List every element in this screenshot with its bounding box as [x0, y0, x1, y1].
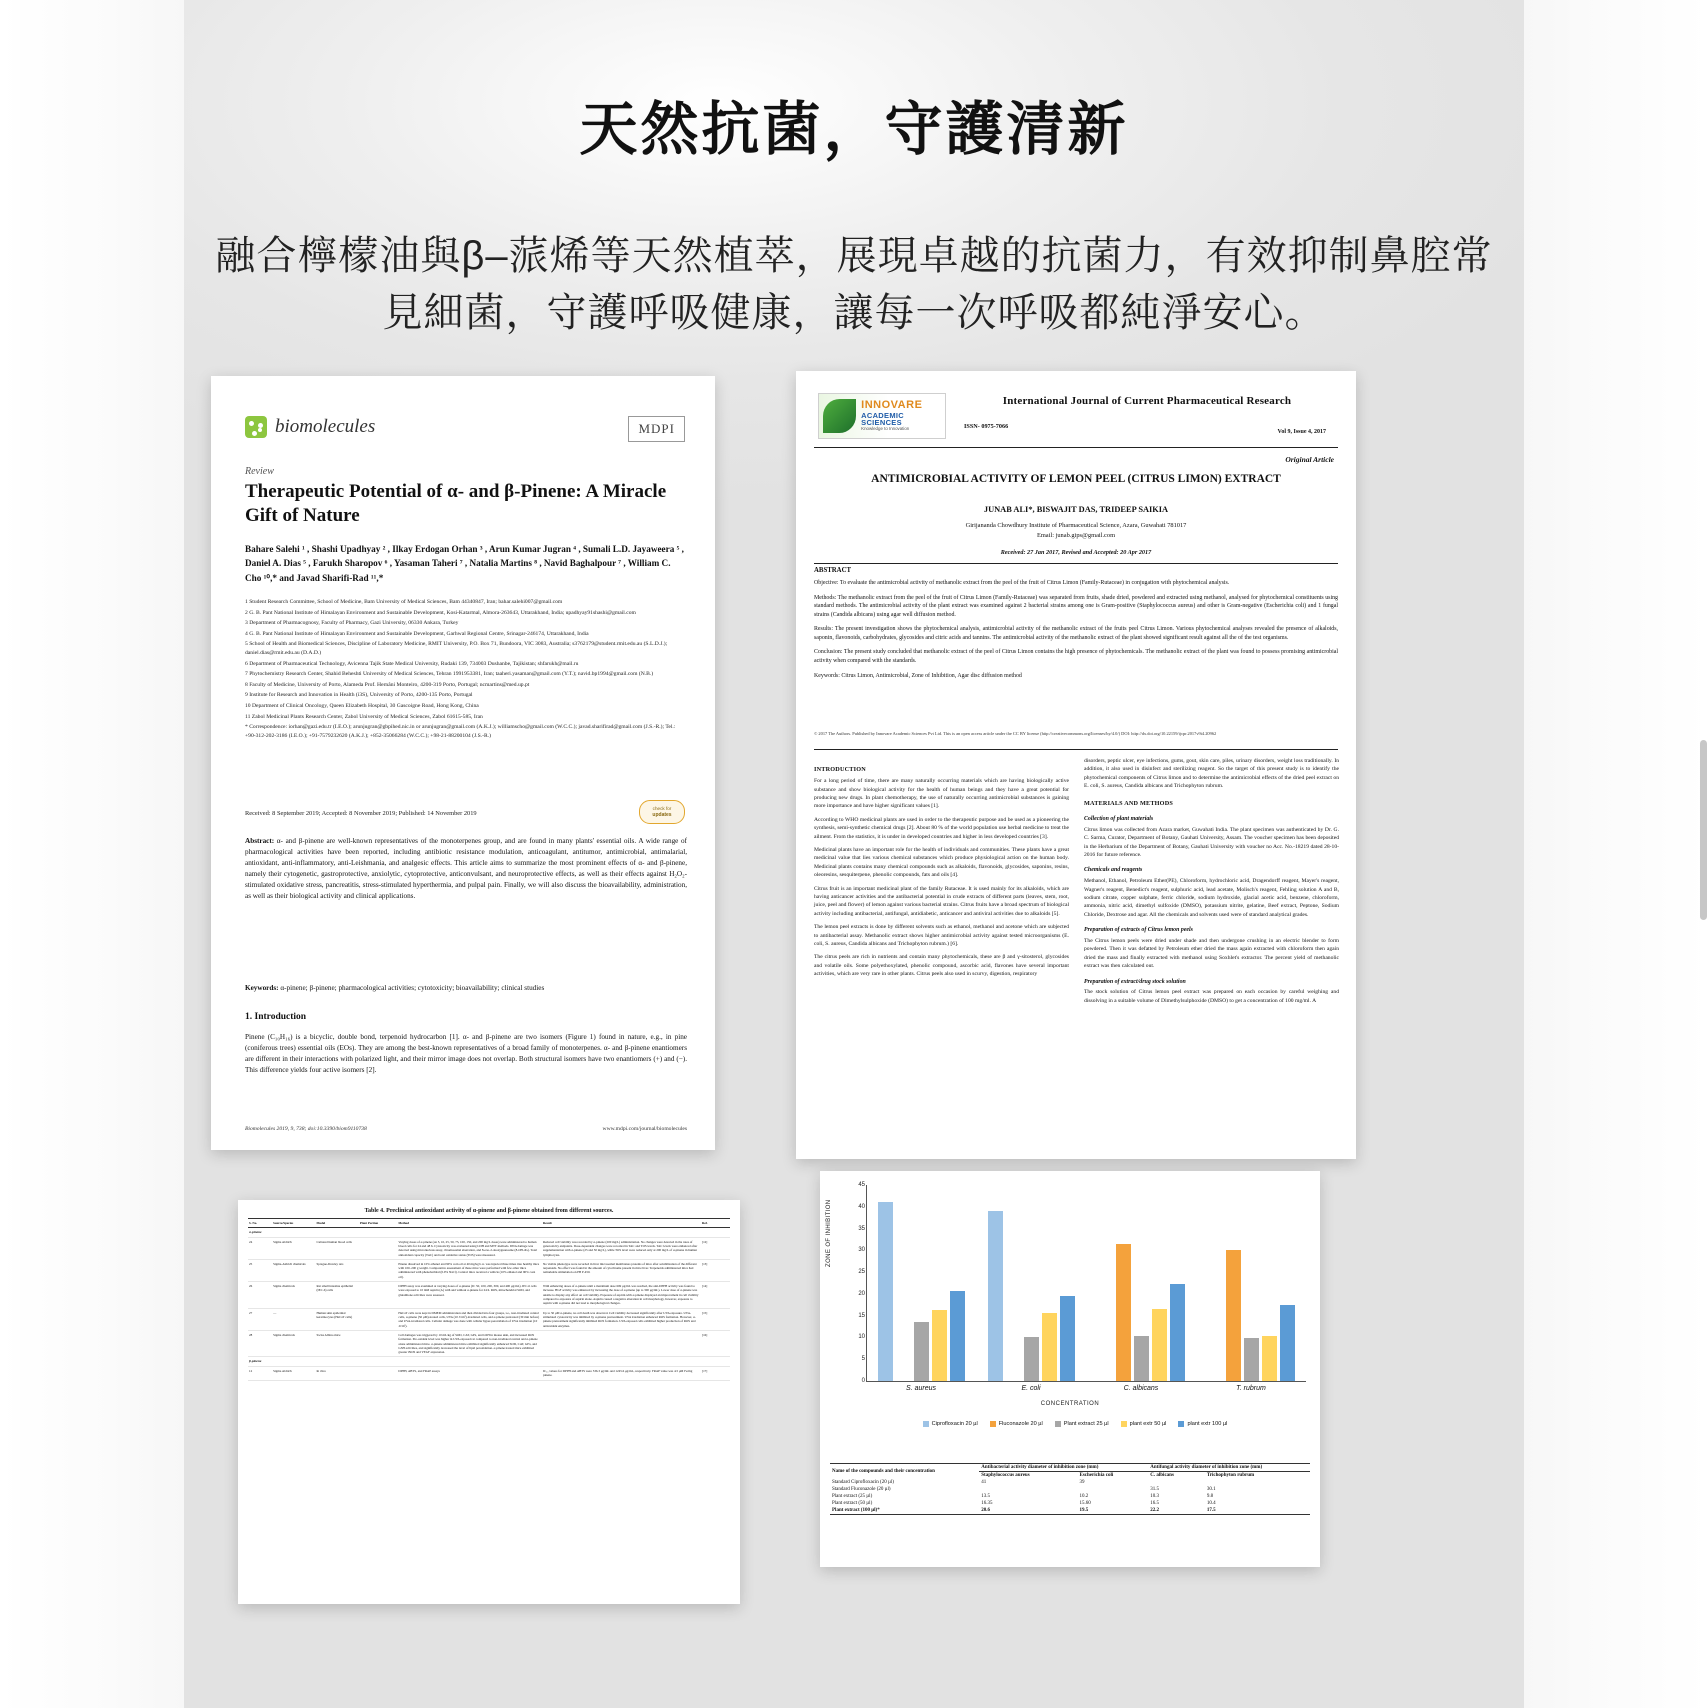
cell-model: Cultured human blood cells [316, 1237, 359, 1259]
section-heading: 1. Introduction [245, 1012, 307, 1022]
y-tick: 15 [858, 1312, 865, 1319]
y-tick: 10 [858, 1334, 865, 1341]
table-row [830, 1493, 1310, 1500]
bar [1170, 1284, 1185, 1381]
bar [1134, 1336, 1149, 1381]
table-caption: Table 4. Preclinical antioxidant activity of α-pinene and β-pinene obtained from different sources. [364, 1208, 614, 1214]
cell-no: 24 [248, 1237, 272, 1259]
th-no: S. No. [248, 1219, 272, 1228]
table-header-row [830, 1464, 1310, 1472]
cell-ref: [12] [701, 1237, 730, 1259]
plot-area [858, 1182, 1306, 1384]
th-calbicans: C. albicans [1150, 1473, 1174, 1478]
th-portion: Plant Portion [359, 1219, 398, 1228]
paper-card-biomolecules[interactable] [211, 376, 715, 1150]
table-cell: 10.4 [1206, 1501, 1216, 1506]
section-heading-materials: MATERIALS AND METHODS [1084, 799, 1174, 807]
legend-item[interactable] [1178, 1421, 1227, 1427]
th-result: Result [542, 1219, 701, 1228]
table-group-row [248, 1228, 730, 1238]
table-cell: 16.35 [981, 1501, 993, 1506]
cell-result: No visible phenotype were recorded in liver microsomal membranes proteins of mice after solubilization of the different terpenoids. No effect was found in the amount of cytochrome present in mice liver. Terpenoids administered mice had remarkable stimulation on PB P-450. [542, 1259, 701, 1281]
affiliation-item: 9 Institute for Research and Innovation in Health (i3S), University of Porto, 4200-135 Porto, Portugal [245, 692, 473, 699]
cell-no: 28 [248, 1330, 272, 1357]
cell-source: Sigma chemicals [272, 1282, 315, 1309]
cell-method: HaCaT cells were kept in DMEM administration and then divided into four groups, i.e., non-irradiated control cells, α-pinene (50 μM)-treated cells, UVA (10 J/cm²)-irradiated cells, and α-pinene pretreated (30 min before) and UVA-irradiated cells. Cellular damage was done with cellular hyper-peroxidation of UVA irradiation (10 J/cm²). [397, 1308, 542, 1330]
cell-no: 25 [248, 1259, 272, 1281]
cell-source: Sigma chemicals [272, 1330, 315, 1357]
bar [1042, 1313, 1057, 1381]
th-method: Method [397, 1219, 542, 1228]
chart-card[interactable] [820, 1171, 1320, 1567]
legend-swatch [990, 1421, 996, 1427]
paragraph: Citrus fruit is an important medicinal plant of the family Rutaceae. It is used mainly for its alkaloids, which are having anticancer activities and the antibacterial potential in crude extracts of different parts (leaves, stem, root, juice, peel and flower) of lemon against various bacterial strains. Citrus fruits have a broad spectrum of biological activity including antibacterial, antifungal, antidiabetic, anticancer and antiviral activities due to alkaloids [5]. [814, 885, 1069, 917]
keywords-text: α-pinene; β-pinene; pharmacological activities; cytotoxicity; bioavailability; clinical studies [280, 984, 545, 992]
subheading-stock-solution: Preparation of extract/drug stock solution [1084, 978, 1186, 985]
bar [950, 1291, 965, 1381]
antioxidant-table [248, 1218, 730, 1381]
received-dates: Received: 27 Jan 2017, Revised and Accepted: 20 Apr 2017 [1000, 549, 1152, 556]
bar [988, 1211, 1003, 1381]
paragraph: Medicinal plants have an important role for the health of individuals and communities. These plants have a great medicinal value that lies various chemical substances which produce physiological action on the human body. Medicinal plants contains many chemical compounds such as alkaloids, flavonoids, glycosides, saponins, resins, oleoresins, sesquiterpene, phenolic compounds, fats and oils [4]. [814, 847, 1069, 879]
scrollbar-thumb[interactable] [1700, 740, 1707, 920]
cell-portion [359, 1237, 398, 1259]
abstract-conclusion: Conclusion: The present study concluded that methanolic extract of the peel of Citrus Limon contains the high presence of phytochemicals. The methanolic extract of the plant was found to possess promising antimicrobial activity when compared with the standards. [814, 649, 1338, 664]
legend-item[interactable] [1121, 1421, 1167, 1427]
received-dates: Received: 8 September 2019; Accepted: 8 November 2019; Published: 14 November 2019 [245, 810, 477, 817]
table-cell: 20.6 [979, 1507, 1077, 1515]
cell-ref: [17] [701, 1367, 730, 1381]
cell-method: Cell damages was triggered by 10 mL/kg of SOD, CAT, GPx, and GSH in mouse skin, and increased ROS formation. Pre-oxidant level was higher in UVA exposed rat compared to non-irradiated control and α-pinene alone administered mice. α-pinene administered mice exhibited significantly enhanced SOD, CAT, GPx, and GSH activities, and significantly decreased the level of lipid peroxidation. α-pinene treated mice exhibited greater iNOS and VEGF expression. [397, 1330, 542, 1357]
affiliation-item: * Correspondence: iorhan@gazi.edu.tr (I.E.O.); arunjugran@gbpihed.nic.in or arunjugran@gmail.com (A.K.J.); williamscho@gmail.com (W.C.C.); javad.sharifirad@gmail.com (J.S.-R.); Tel.: +90-312-202-3186 (I.E.O.); +91-7579232620 (A.K.J.); +852-35066284 (W.C.C.); +98-21-88200104 (J.S.-R.) [245, 724, 676, 740]
table-cell: 31.5 [1150, 1487, 1160, 1492]
table-cell [1148, 1479, 1205, 1486]
x-axis-tick-labels [866, 1385, 1306, 1392]
legend-label: Ciprofloxacin 20 µl [931, 1421, 978, 1427]
table-cell: 13.5 [981, 1494, 991, 1499]
table-row [830, 1486, 1310, 1493]
abstract-label: Abstract: [245, 837, 275, 845]
table-row [248, 1308, 730, 1330]
bar [878, 1202, 893, 1381]
molecule-icon [245, 416, 267, 438]
affiliation-item: 1 Student Research Committee, School of Medicine, Bam University of Medical Sciences, Bam 44340847, Iran; bahar.salehi007@gmail.com [245, 599, 563, 605]
cell-result [542, 1330, 701, 1357]
logo-sub: Knowledge to Innovation [861, 426, 910, 432]
y-tick: 0 [861, 1378, 865, 1384]
legend-label: Fluconazole 20 µl [998, 1421, 1043, 1427]
table-row [248, 1367, 730, 1381]
abstract-results: Results: The present investigation shows the phytochemical analysis, antimicrobial activity of the methanolic extract of the fruits peel Citrus Limon. Various phytochemical analyses revealed the presence of alkaloids, saponin, flavonoids, carbohydrates, glycosides and citric acids and tannins. The antimicrobial activity of the methanolic extract of the plant showed significant result against all the of the test organisms. [814, 626, 1338, 641]
table-header-row [248, 1219, 730, 1228]
body-column-left [814, 757, 1069, 984]
subheading-chemicals: Chemicals and reagents [1084, 867, 1143, 874]
cell-no: 26 [248, 1282, 272, 1309]
table-row [248, 1282, 730, 1309]
article-type-tag: Original Article [1285, 455, 1334, 464]
th-compound: Name of the compounds and their concentration [832, 1469, 935, 1474]
y-axis-title: ZONE OF INHIBITION [826, 1199, 832, 1267]
affiliation [814, 521, 1338, 540]
legend-label: plant extr 100 µl [1187, 1421, 1228, 1427]
bar [932, 1310, 947, 1381]
subheading-collection: Collection of plant materials [1084, 815, 1154, 822]
table-row [248, 1330, 730, 1357]
cell-portion [359, 1367, 398, 1381]
header-divider [814, 447, 1338, 448]
th-antibacterial: Antibacterial activity diameter of inhibition zone (mm) [981, 1465, 1099, 1470]
journal-title: International Journal of Current Pharmaceutical Research [1002, 395, 1292, 407]
table-cell: 39 [1079, 1480, 1085, 1485]
legend-swatch [1178, 1421, 1184, 1427]
bar-chart [820, 1171, 1320, 1427]
updates-line1: check for [652, 806, 672, 812]
legend-label: Plant extract 25 µl [1063, 1421, 1109, 1427]
affiliation-list [245, 598, 687, 743]
table-cell: 15.60 [1079, 1501, 1091, 1506]
cell-no: 27 [248, 1308, 272, 1330]
y-tick: 30 [858, 1247, 865, 1254]
table-cell: Plant extract (25 µl) [832, 1494, 873, 1499]
table-cell: 16.5 [1150, 1501, 1160, 1506]
y-tick: 45 [858, 1182, 865, 1188]
author-list: Bahare Salehi ¹ , Shashi Upadhyay ² , Ilkay Erdogan Orhan ³ , Arun Kumar Jugran ⁴ , Sumali L.D. Jayaweera ⁵ , Daniel A. Dias ⁵ , Farukh Sharopov ⁶ , Yasaman Taheri ⁷ , Natalia Martins ⁸ , Navid Baghalpour ⁷ , William C. Cho ¹⁰,* and Javad Sharifi-Rad ¹¹,* [245, 544, 684, 583]
cell-model: Rat small intestine epithelial (IEC-6) cells [316, 1282, 359, 1309]
paragraph: disorders, peptic ulcer, eye infections, gums, gout, skin care, piles, urinary disorders, weight loss traditionally. In addition, it also used in disinfect and sterilizing reagent. So the target of this present study is to identify the phytochemical components of Citrus limon and to determine the antimicrobial effects of the dried peel extract on E. coli, S. aureus, Candida albicans and Trichophyton rubrum. [1084, 758, 1339, 790]
cell-model: Swiss Albino mice [316, 1330, 359, 1357]
cell-result: Up to 50 μM α-pinene, no cell death was observed. Cell viability decreased significantly after UVA exposure. UVA-stimulated cytotoxicity was inhibited by α-pinene pretreatment. UVA irradiation enhanced ROS formation. However, α-pinene pretreatment significantly inhibited ROS formation. UVA exposed cells exhibited higher production of ROS and antioxidant enzymes. [542, 1308, 701, 1330]
keywords-label: Keywords: [245, 984, 279, 992]
abstract-block [814, 579, 1338, 686]
affiliation-item: 2 G. B. Pant National Institute of Himalayan Environment and Sustainable Development, Kosi-Katarmal, Almora-263643, Uttarakhand, India; upadhyay91shashi@gmail.com [245, 609, 636, 616]
cell-portion [359, 1259, 398, 1281]
paragraph: According to WHO medicinal plants are used in order to the therapeutic purpose and be used as a pioneering the synthesis, semi-synthetic chemical drugs [2]. About 80 % of the world population use herbal medicine to treat the ailment. From the statistics, it is under in developed countries and higher in less developed countries [3]. [814, 816, 1069, 840]
bar [1152, 1309, 1167, 1381]
table-cell: Standard Ciprofloxacin (20 µl) [832, 1480, 894, 1485]
cell-result: IC₅₀ values for DPPH and ABTS were 536.3 μg/mL and 1245.6 μg/mL, respectively. FRAP value was 4.5 μM Fe/mg pinene. [542, 1367, 701, 1381]
check-for-updates-badge[interactable] [639, 800, 685, 824]
cell-ref: [14] [701, 1282, 730, 1309]
affiliation-item: 3 Department of Pharmacognosy, Faculty of Pharmacy, Gazi University, 06330 Ankara, Turkey [245, 620, 459, 627]
keywords-text: Keywords: Citrus Limon, Antimicrobial, Zone of Inhibition, Agar disc diffusion method [814, 672, 1022, 679]
bar [1116, 1244, 1131, 1381]
cell-model: Human skin epidermal keratinocytes (HaCaT cells) [316, 1308, 359, 1330]
body-divider [814, 749, 1338, 750]
table-cell [1077, 1486, 1148, 1493]
bar-group [867, 1185, 977, 1381]
th-model: Model [316, 1219, 359, 1228]
x-tick-label: E. coli [1021, 1385, 1041, 1392]
article-type-tag: Review [245, 466, 274, 477]
bar-group [977, 1185, 1087, 1381]
issn: ISSN- 0975-7066 [964, 423, 1009, 430]
th-saureus: Staphylococcus aureus [981, 1473, 1030, 1478]
paragraph: Citrus limon was collected from Azara market, Guwahati India. The plant specimen was authenticated by Dr. G. C. Sarma, Curator, Department of Botany, Gauhati University, Assam. The voucher specimen has been deposited in the Herbarium of the Department of Botany, Gauhati University with voucher no Acc. No.-18219 dated 28-10-2016 for future reference. [1084, 826, 1339, 858]
th-ref: Ref. [701, 1219, 730, 1228]
subheading-extract-prep: Preparation of extracts of Citrus lemon peels [1084, 927, 1193, 934]
journal-name: biomolecules [275, 416, 376, 437]
x-tick-label: T. rubrum [1236, 1385, 1266, 1392]
cell-source: Sigma-Aldrich chemicals [272, 1259, 315, 1281]
th-trubrum: Trichophyton rubrum [1206, 1473, 1255, 1478]
cell-no: 12 [248, 1367, 272, 1381]
paragraph: For a long period of time, there are many naturally occurring materials which are having biologically active substance and show biological activity for the health of human beings and they have a great potential for producing new drugs. In plant chemotherapy, the use of naturally occurring antimicrobial substances is gaining more importance and have higher significant values [1]. [814, 778, 1069, 810]
page-subtitle: 融合檸檬油與β–蒎烯等天然植萃，展現卓越的抗菌力，有效抑制鼻腔常見細菌，守護呼吸健康，讓每一次呼吸都純淨安心。 [215, 234, 1493, 335]
affiliation-item: 11 Zabol Medicinal Plants Research Center, Zabol University of Medical Sciences, Zabol 61615-585, Iran [245, 713, 483, 720]
introduction-text: Pinene (C₁₀H₁₆) is a bicyclic, double bond, terpenoid hydrocarbon [1]. α- and β-pinene are two isomers (Figure 1) found in nature, e.g., in pine (coniferous trees) essential oils (EOs). They are among the best-known representatives of a broad family of monoterpenes. α- and β-pinene enantiomers are different in their interactions with polarized light, and their mirror image does not overlap. Both structural isomers have two enantiomers (+) and (−). This difference yields four active isomers [2]. [245, 1033, 687, 1075]
cell-result: With enhancing doses of α-pinene until a maximum dose 669 μg/mL was reached, the anti-DPPH activity was found to increase. HGF activity was enhanced by increasing the dose of α-pinene (up to 300 μg/mL). Lower dose of α-pinene was unable to display any effect on cell viability. Exposure of aspirin with α-pinene displayed an improvement in cell viability compared to exposure of aspirin alone. Aspirin caused a negative alteration in cell morphology, however, exposure to aspirin with α-pinene did not lead to morphological changes. [542, 1282, 701, 1309]
body-column-right [1084, 757, 1339, 1010]
table-group-row [248, 1357, 730, 1367]
cell-ref: [16] [701, 1330, 730, 1357]
cell-portion [359, 1330, 398, 1357]
affiliation-item: 7 Phytochemistry Research Center, Shahid Beheshti University of Medical Sciences, Tehran 1991953381, Iran; taaheri.yasaman@gmail.com (Y.T.); navid.bp1994@gmail.com (N.B.) [245, 671, 654, 678]
table-cell: 17.5 [1205, 1507, 1310, 1515]
th-antifungal: Antifungal activity diameter of inhibition zone (mm) [1150, 1465, 1263, 1470]
affiliation-item: 5 School of Health and Biomedical Sciences, Discipline of Laboratory Medicine, RMIT University, P.O. Box 71, Bundoora, VIC 3083, Australia; s3762179@student.rmit.edu.au (S.L.D.J.); daniel.dias@rmit.edu.au (D.A.D.) [245, 641, 668, 657]
paragraph: The lemon peel extracts is done by different solvents such as ethanol, methanol and acetone which are subjected to antibacterial assay. Methanolic extract shows higher antimicrobial activity against tested microorganisms (E. coli, S. aureus, Candida albicans and Trichophyton rubrum.) [6]. [814, 924, 1069, 947]
group-label-beta: β-pinene [248, 1357, 730, 1367]
cell-ref: [15] [701, 1308, 730, 1330]
affiliation-text: Girijananda Chowdhury Institute of Pharmaceutical Science, Azara, Guwahati 781017 [965, 522, 1187, 529]
page-title: 天然抗菌，守護清新 [579, 97, 1129, 162]
y-tick: 5 [861, 1356, 865, 1363]
x-tick-label: C. albicans [1123, 1385, 1159, 1392]
volume-issue: Vol 9, Issue 4, 2017 [1277, 429, 1326, 435]
bar [1024, 1337, 1039, 1381]
abstract-divider [814, 563, 1338, 564]
cell-source: Sigma Aldrich [272, 1237, 315, 1259]
table-cell: 9.8 [1206, 1494, 1214, 1499]
legend-swatch [923, 1421, 929, 1427]
footer-citation: Biomolecules 2019, 9, 738; doi:10.3390/biom9110738 [245, 1126, 367, 1132]
cell-model: Sprague-Dawley rats [316, 1259, 359, 1281]
table-cell: 22.2 [1148, 1507, 1205, 1515]
author-list: JUNAB ALI*, BISWAJIT DAS, TRIDEEP SAIKIA [983, 505, 1169, 514]
legend-item[interactable] [990, 1421, 1043, 1427]
bar [1262, 1336, 1277, 1381]
keywords-block [245, 984, 687, 992]
paragraph: The Citrus lemon peels were dried under shade and then undergone crushing in an electric blender to form powdered. Then it was defatted by Petroleum ether dried the mass again extracted with chloroform then again dried the mass and finally extracted with methanol using Soxhlet's extractor. The percent yield of methanolic extract was then calculated out. [1084, 937, 1339, 970]
cell-method: Varying doses of α-pinene (on 5, 10, 25, 50, 75, 100, 150, and 200 mg/L doses) were administered to human blood cells for 24 and 48 h. Cytotoxicity was evaluated using LDH and MTT methods. DNA damage was detected using micronucleus assay, chromosomal aberration, and 8-oxo-2-deoxyguanosine (8-OH-dG). Total antioxidant capacity (TAC) and total oxidative status (TOS) were measured. [397, 1237, 542, 1259]
abstract-methods: Methods: The methanolic extract from the peel of the fruit of Citrus Limon (Family-Rutaceae) was separated from fruits, shade dried, powdered and extracted using methanol, analysed for phytochemical constituents using standard methods. The antimicrobial activity of the plant extract was examined against 2 bacterial strains among one is Gram-positive (Staphylococcus aureus) and other is Gram-negative (Escherichia coli) and 1 fungal strains (Candida albicans) using agar well diffusion method. [814, 594, 1338, 618]
y-tick: 25 [858, 1269, 865, 1276]
y-tick: 40 [858, 1203, 865, 1210]
bar-groups [867, 1185, 1306, 1381]
abstract-block [245, 836, 687, 902]
abstract-label: ABSTRACT [814, 567, 852, 574]
table-cell: 19.5 [1077, 1507, 1148, 1515]
abstract-text: α- and β-pinene are well-known representatives of the monoterpenes group, and are found in many plants' essential oils. A wide range of pharmacological activities have been reported, including antibiotic resistance modulation, anticoagulant, antitumor, antimicrobial, antimalarial, antioxidant, anti-inflammatory, anti-Leishmania, and analgesic effects. This article aims to summarize the most prominent effects of α- and β-pinene, namely their cytogenetic, gastroprotective, anxiolytic, cytoprotective, anticonvulsant, and neuroprotective effects, as well as their effects against H₂O₂-stimulated oxidative stress, pancreatitis, stress-stimulated hyperthermia, and pulpal pain. Finally, we will also discuss the bioavailability, administration, as well as their biological activity and clinical applications. [245, 837, 687, 900]
right-margin-strip [1524, 0, 1708, 1708]
cell-source: — [272, 1308, 315, 1330]
affiliation-item: 4 G. B. Pant National Institute of Himalayan Environment and Sustainable Development, Garhwal Regional Centre, Srinagar-246174, Uttarakhand, India [245, 630, 589, 637]
table-card[interactable] [238, 1200, 740, 1604]
cell-method: DPPH, ABTS, and FRAP assays [397, 1367, 542, 1381]
footer-url: www.mdpi.com/journal/biomolecules [602, 1126, 687, 1132]
cell-result: Reduced cell viability was recorded by α-pinene (200 mg/L) administration. No changes were detected in the rates of genotoxicity endpoints. Dose-dependent changes were recorded in TAC and TOS levels. TAC levels were enhanced after supplementation with α-pinene (25 and 50 mg/L), while TOS level were reduced only at 200 mg/L of α-pinene in human lymphocytes. [542, 1237, 701, 1259]
abstract-objective: Objective: To evaluate the antimicrobial activity of methanolic extract from the peel of the fruit of Citrus Limon (Family-Rutaceae) in conjugation with phytochemical analysis. [814, 580, 1230, 586]
paragraph: The citrus peels are rich in nutrients and contain many phytochemicals, these are β and γ-sitosterol, glycosides and volatile oils. Some polyethoxylated, phenolic compound, ascorbic acid, flavones have several important activities, which are very rare in other plants. Citrus peels also used in scurvy, digestion, respiratory [814, 954, 1069, 978]
cell-source: Sigma Aldrich [272, 1367, 315, 1381]
table-cell: Standard Fluconazole (20 µl) [832, 1487, 891, 1492]
affiliation-item: 6 Department of Pharmaceutical Technology, Avicenna Tajik State Medical University, Rudaki 139, 734003 Dushanbe, Tajikistan; shfarukh@mail.ru [245, 660, 579, 667]
table-cell: 10.3 [1150, 1494, 1160, 1499]
table-row [830, 1500, 1310, 1507]
paragraph: Methanol, Ethanol, Petroleum Ether(PE), Chloroform, hydrochloric acid, Dragendorff reagent, Mayer's reagent, Wagner's reagent, Benedict's reagent, sulphuric acid, lead acetate, Molisch's reagent, Fehling solution A and B, sodium citrate, copper sulphate, ferric chloride, sodium hydroxide, glacial acetic acid, benzene, chloroform, ammonia, nitric acid, dimethyl sulfoxide (DMSO), potassium nitrite, gelatine, Beef extract, Peptone, Sodium Chloride, Dextrose and agar. All the chemicals and solvents used were of standard analytical grades. [1084, 878, 1339, 918]
table-cell: Plant extract (100 µl)* [830, 1507, 979, 1515]
logo-mid: ACADEMIC SCIENCES [861, 410, 904, 428]
left-margin-strip [0, 0, 184, 1708]
paper-title: Therapeutic Potential of α- and β-Pinene: A Miracle Gift of Nature [245, 481, 667, 527]
th-ecoli: Escherichia coli [1079, 1473, 1114, 1478]
table-cell: 10.2 [1079, 1494, 1089, 1499]
cell-ref: [13] [701, 1259, 730, 1281]
bar [1226, 1250, 1241, 1381]
paper-card-ijcpr[interactable] [796, 371, 1356, 1159]
bar [1280, 1305, 1295, 1381]
innovare-logo [818, 393, 946, 439]
th-source: Source/Species [272, 1219, 315, 1228]
leaf-icon [823, 399, 856, 433]
table-cell: 41 [981, 1480, 987, 1485]
table-row [248, 1237, 730, 1259]
cell-method: Pinene dissolved in 10% ethanol and 90% corn oil at 40 mg/kg b.w. was injected three times into healthy mice with 100–200 g weight. Comparative assessment of these mice were performed with few other mice administered with phenobarbital (0.9% NaCl). Control mice received a vehicle (10% ethanol and 90% corn oil). [397, 1259, 542, 1281]
logo-top: INNOVARE [861, 399, 923, 412]
x-tick-label: S. aureus [906, 1385, 936, 1392]
bar [1060, 1296, 1075, 1381]
table-cell [979, 1486, 1077, 1493]
legend-swatch [1055, 1421, 1061, 1427]
table-row [248, 1259, 730, 1281]
cell-portion [359, 1282, 398, 1309]
results-table [830, 1463, 1310, 1515]
bar-group [1087, 1185, 1197, 1381]
chart-legend [840, 1421, 1310, 1427]
table-row [830, 1479, 1310, 1486]
bar-group [1196, 1185, 1306, 1381]
y-tick: 20 [858, 1290, 865, 1297]
affiliation-item: 10 Department of Clinical Oncology, Queen Elizabeth Hospital, 30 Gascoigne Road, Hong Kong, China [245, 702, 479, 709]
updates-line2: updates [652, 811, 672, 818]
cell-model: In vitro [316, 1367, 359, 1381]
legend-swatch [1121, 1421, 1127, 1427]
affiliation-item: 8 Faculty of Medicine, University of Porto, Alameda Prof. Hernâni Monteiro, 4200-319 Porto, Portugal; ncmartins@med.up.pt [245, 681, 530, 688]
contact-email[interactable]: Email: junab.gips@gmail.com [1036, 531, 1116, 539]
table-cell: Plant extract (50 µl) [832, 1501, 873, 1506]
bar [914, 1322, 929, 1381]
cell-method: DPPH assay was examined at varying doses of α-pinene (IC 50, 100, 200, 300, and 400 μg/mL). IEC-6 cells were exposed to 10 mM aspirin (A) with and without α-pinene for 24 h. ROS, mitochondrial SOD, and glutathione activities were assessed. [397, 1282, 542, 1309]
mdpi-logo: MDPI [628, 416, 685, 442]
section-heading-introduction: INTRODUCTION [814, 766, 866, 773]
x-axis-title: CONCENTRATION [1040, 1401, 1100, 1407]
paper-title: ANTIMICROBIAL ACTIVITY OF LEMON PEEL (CITRUS LIMON) EXTRACT [871, 473, 1281, 485]
legend-item[interactable] [1055, 1421, 1109, 1427]
legend-label: plant extr 50 µl [1129, 1421, 1167, 1427]
bar [1244, 1338, 1259, 1381]
group-label-alpha: α-pinene [248, 1228, 730, 1238]
paragraph: The stock solution of Citrus lemon peel extract was prepared on each occasion by careful weighing and dissolving in a suitable volume of Dimethylsulphoxide (DMSO) to get a concentration of 100 mg/ml. A [1084, 989, 1339, 1004]
cell-portion [359, 1308, 398, 1330]
y-tick: 35 [858, 1225, 865, 1232]
license-text: © 2017 The Authors. Published by Innovare Academic Sciences Pvt Ltd. This is an open access article under the CC BY license (http://creativecommons.org/licenses/by/4.0/) DOI: http://dx.doi.org/10.22159/ijcpr.2017v9i4.20962 [814, 731, 1217, 736]
table-cell: 30.1 [1206, 1487, 1216, 1492]
table-row [830, 1507, 1310, 1515]
table-cell [1205, 1479, 1310, 1486]
biomolecules-logo [245, 416, 375, 438]
legend-item[interactable] [923, 1421, 978, 1427]
